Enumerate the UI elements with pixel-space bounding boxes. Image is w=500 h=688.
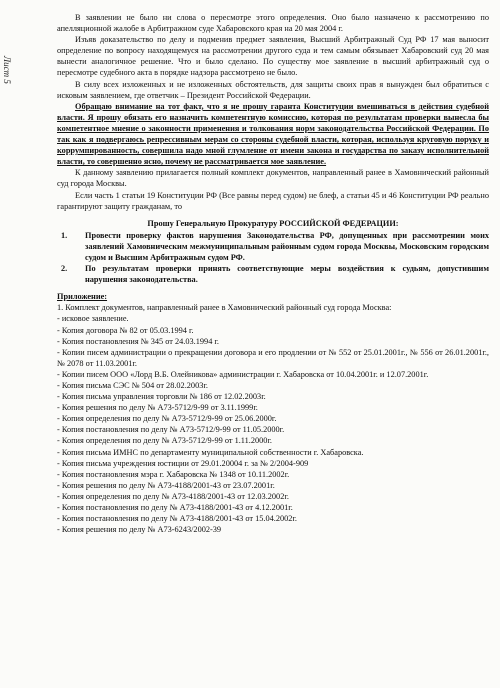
request-number: 1.	[61, 230, 68, 240]
attachment-item: - Копия постановления по делу № А73-4188/2001-43 от 4.12.2001г.	[57, 503, 293, 513]
attachment-item: - Копия решения по делу № А73-4188/2001-43 от 23.07.2001г.	[57, 480, 275, 490]
request-item	[57, 230, 489, 263]
attachment-item: - Копия определения по делу № А73-4188/2001-43 от 12.03.2002г.	[57, 491, 289, 501]
attachment-item: - Копия решения по делу № А73-6243/2002-39	[57, 525, 222, 535]
page-side-label: Лист 5	[2, 56, 12, 84]
attachment-list	[57, 313, 489, 535]
attachment-item: - Копия определения по делу № А73-5712/9-99 от 25.06.2000г.	[57, 414, 277, 424]
attachment-item: - Копия постановления № 345 от 24.03.1994 г.	[57, 336, 219, 346]
attachment-item: - Копия определения по делу № А73-5712/9-99 от 1.11.2000г.	[57, 436, 272, 446]
document-body	[57, 12, 489, 535]
attachment-item: - Копии писем администрации о прекращении договора и его продлении от № 552 от 25.01.2001г., № 556 от 26.01.2001г., № 2078 от 11.03.2001г.	[57, 347, 489, 368]
attachment-item: - Копия письма СЭС № 504 от 28.02.2003г.	[57, 381, 208, 390]
underlined-paragraph: Обращаю внимание на тот факт, что я не прошу гаранта Конституции вмешиваться в действия судебной власти. Я прошу обязать его назначить компетентную комиссию, которая по результатам проверки вынесла бы компетентное мнение о законности применения и толкования норм законодательства Российской Федерации. По так как я подвергаюсь репрессивным мерам со стороны судебной власти, которая, используя круговую поруку и коррумпированность, совершила надо мной глумление от имени закона и государства по заказу исполнительной власти, то совершенно ясно, почему не рассматривается мое заявление.	[57, 101, 489, 167]
attachment-item: - Копия постановления по делу № А73-5712/9-99 от 11.05.2000г.	[57, 425, 285, 435]
request-number: 2.	[61, 264, 68, 274]
attachment-item: - Копия письма учреждения юстиции от 29.01.20004 г. за № 2/2004-909	[57, 458, 309, 468]
attachment-item: - Копии писем ООО «Лорд В.Б. Олейникова» администрации г. Хабаровска от 10.04.2001г. и 12.07.2001г.	[57, 369, 429, 379]
paragraph-4: К данному заявлению прилагается полный комплект документов, направленный ранее в Хамовнический районный суд города Москвы.	[57, 168, 489, 189]
request-heading: Прошу Генеральную Прокуратуру РОССИЙСКОЙ ФЕДЕРАЦИИ:	[147, 218, 399, 228]
attachment-heading: Приложение:	[57, 292, 108, 302]
attachment-item: - исковое заявление.	[57, 314, 129, 324]
paragraph-3: В силу всех изложенных и не изложенных обстоятельств, для защиты своих прав я вынужден был обратиться с исковым заявлением, где ответчик – Президент Российской Федерации.	[57, 79, 489, 100]
request-list	[57, 230, 489, 285]
attachment-item: - Копия постановления по делу № А73-4188/2001-43 от 15.04.2002г.	[57, 514, 297, 524]
attachment-item: - Копия письма ИМНС по департаменту муниципальной собственности г. Хабаровска.	[57, 447, 364, 457]
attachment-item: - Копия письма управления торговли № 186 от 12.02.2003г.	[57, 392, 266, 402]
attachment-item: - Копия решения по делу № А73-5712/9-99 от 3.11.1999г.	[57, 403, 258, 413]
attachment-intro: 1. Комплект документов, направленный ранее в Хамовнический районный суд города Москва:	[57, 303, 392, 313]
request-text: По результатам проверки принять соответствующие меры воздействия к судьям, допустившим нарушения законодательства.	[85, 264, 489, 285]
request-item	[57, 263, 489, 285]
paragraph-1: В заявлении не было ни слова о пересмотре этого определения. Оно было назначено к рассмотрению по апелляционной жалобе в Арбитражном суде Хабаровского края на 20 мая 2004 г.	[57, 13, 489, 34]
paragraph-5: Если часть 1 статьи 19 Конституции РФ (Все равны перед судом) не блеф, а статьи 45 и 46 Конституции РФ реально гарантируют защиту гражданам, то	[57, 190, 489, 211]
attachment-item: - Копия постановления мэра г. Хабаровска № 1348 от 10.11.2002г.	[57, 469, 290, 479]
attachment-item: - Копия договора № 82 от 05.03.1994 г.	[57, 325, 194, 335]
paragraph-2: Изъяв доказательство по делу и подменив предмет заявления, Высший Арбитражный Суд РФ 17 мая выносит определение по вопросу находящемуся на рассмотрении другого суда и тем самым обязывает Хабаровский суд 20 мая вынести аналогичное решение. Что и было сделано. По существу мое заявление в высший арбитражный суд о пересмотре судебного акта в порядке надзора рассмотрено не было.	[57, 35, 489, 78]
request-text: Провести проверку фактов нарушения Законодательства РФ, допущенных при рассмотрении моих заявлений Хамовническим межмуниципальным районным судом города Москвы, Московским городским судом и Высшим Арбитражным судом РФ.	[85, 230, 489, 262]
